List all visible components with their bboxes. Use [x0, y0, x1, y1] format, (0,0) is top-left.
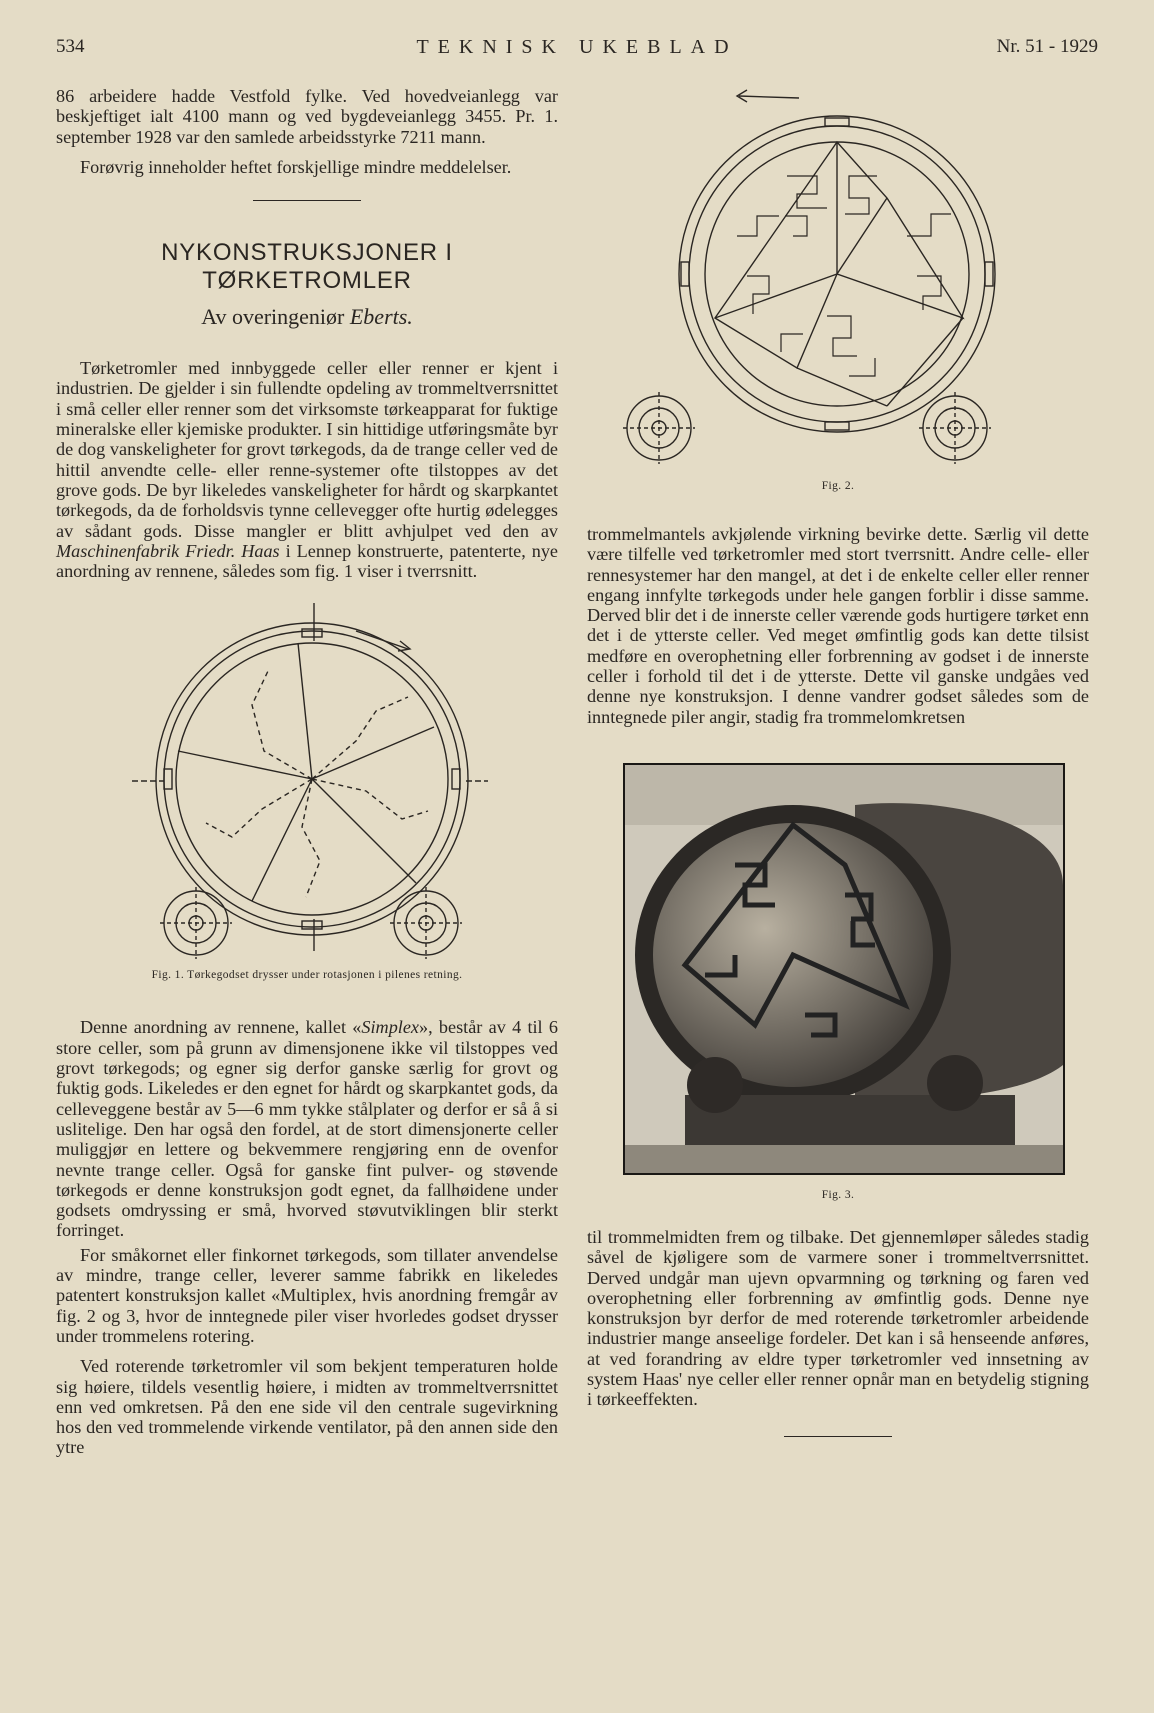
company-name: Maschinenfabrik Friedr. Haas [56, 540, 280, 561]
journal-title: TEKNISK UKEBLAD [416, 36, 738, 58]
article-paragraph-4: Ved roterende tørketromler vil som bekjent temperaturen holde sig høiere, tildels vesentlig høiere, i midten av trommeltverrsnittet enn ved omkretsen. På den ene side vil den centrale sugevirkning hos den ved trommelende virkende ventilator, på den annen side den ytre [56, 1356, 558, 1458]
byline [56, 304, 558, 330]
right-paragraph-2: til trommelmidten frem og tilbake. Det gjennemløper således stadig såvel de kjøligere som de varmere soner i trommeltverrsnittet. Derved undgår man ujevn opvarmning og tørkning og faren ved overophetning eller forbrenning av ømfintlig gods. Denne nye konstruksjon byr derfor de med roterende tørketromler arbeidende industrier mange anseelige fordeler. Det kan i så henseende anføres, at ved forandring av eldre typer tørketromler ved innsetning av system Haas' nye celler eller renner opnår man en betydelig stigning i tørkeeffekten. [587, 1226, 1089, 1410]
article-paragraph-1 [56, 358, 558, 581]
figure-1 [56, 601, 558, 981]
p2-text-b: », består av 4 til 6 store celler, som på grunn av dimensjonene ikke vil tilstoppes ved grovt tørkegods; og egner sig derfor ganske særlig for grovt og fuktig gods. Likeledes er den egnet for hårdt og skarpkantet gods, da celleveggene består av 5—6 mm tykke stålplater og derfor er så å si uslitelige. Den har også den fordel, at de stort dimensjonerte celler muliggjør en lettere og bekvemmere rengjøring enn de ovenfor nevnte trange celler. Også for ganske fint pulver- og støvende tørkegods er denne konstruksjon godt egnet, da fallhøidene under godsets omdryssing er små, hvorved støvutviklingen blir sterkt forringet. [56, 1017, 558, 1241]
p2-text-a: Denne anordning av rennene, kallet « [80, 1017, 362, 1038]
multiplex-cross-section-diagram [587, 86, 1089, 476]
simplex-term: Simplex [361, 1017, 419, 1038]
intro-paragraph-2: Forøvrig inneholder heftet forskjellige mindre meddelelser. [80, 156, 512, 177]
left-column [56, 86, 558, 1458]
article-paragraph-3: For småkornet eller finkornet tørkegods, som tillater anvendelse av mindre, trange celler, leverer samme fabrikk en likeledes patentert konstruksjon kallet «Multiplex, hvis anordning fremgår av fig. 2 og 3, hvor de inntegnede piler viser hvorledes godset drysser under trommelens rotering. [56, 1244, 558, 1346]
article-paragraph-2 [56, 1017, 558, 1240]
figure-2 [587, 86, 1089, 492]
page-header [0, 36, 1154, 66]
byline-prefix: Av overingeniør [201, 304, 345, 330]
drum-cross-section-diagram [56, 601, 558, 961]
issue-number: Nr. 51 - 1929 [996, 36, 1098, 57]
figure-2-caption: Fig. 2. [821, 480, 855, 492]
figure-3 [587, 763, 1089, 1201]
figure-1-caption: Fig. 1. Tørkegodset drysser under rotasjonen i pilenes retning. [151, 969, 463, 982]
page-number: 534 [56, 36, 85, 57]
right-paragraph-1: trommelmantels avkjølende virkning bevirke dette. Særlig vil dette være tilfelle ved tørketromler med stort tverrsnitt. Andre celle- eller rennesystemer har den mangel, at det i de enkelte celler eller renner engang innfylte tørkegods under hele gangen forblir i disse samme. Derved blir det i de innerste celler værende gods hurtigere tørket enn det i de ytterste celler. Ved meget ømfintlig gods kan dette tilsist medføre en overophetning eller forbrenning av godset i de innerste celler i forhold til det i de ytterste. Dette vil ganske undgåes ved denne nye konstruksjon. I denne vandrer godset således som de inntegnede piler angir, stadig fra trommelomkretsen [587, 524, 1089, 727]
end-divider [784, 1436, 892, 1437]
byline-author: Eberts. [349, 304, 413, 330]
p1-text-b: i Lennep konstruerte, patenterte, nye anordning av rennene, således som fig. 1 viser i tverrsnitt. [56, 540, 558, 582]
p1-text-a: Tørketromler med innbyggede celler eller renner er kjent i industrien. De gjelder i sin fullendte opdeling av trommeltverrsnittet i små celler eller renner som det virksomste tørkeapparat for fuktige mineralske eller kjemiske produkter. I sin hittidige utføringsmåte byr de dog vanskeligheter for grovt tørkegods, da de trange celler ved de hittil anvendte celle- eller renne-systemer ofte tilstoppes av det grove gods. De byr likeledes vanskeligheter for hårdt og skarpkantet tørkegods, da de forholdsvis tynne cellevegger ofte hurtig ødelegges av sådant gods. Disse mangler er blitt avhjulpet ved den av [56, 358, 558, 541]
drum-photograph [623, 763, 1065, 1175]
figure-3-caption: Fig. 3. [821, 1188, 855, 1201]
right-column [587, 86, 1089, 1437]
article-title: NYKONSTRUKSJONER I TØRKETROMLER [161, 239, 453, 295]
intro-paragraph-1: 86 arbeidere hadde Vestfold fylke. Ved hovedveianlegg var beskjeftiget ialt 4100 mann og ved bygdeveianlegg 3455. Pr. 1. september 1928 var den samlede arbeidsstyrke 7211 mann. [56, 86, 558, 147]
section-divider [253, 200, 361, 201]
